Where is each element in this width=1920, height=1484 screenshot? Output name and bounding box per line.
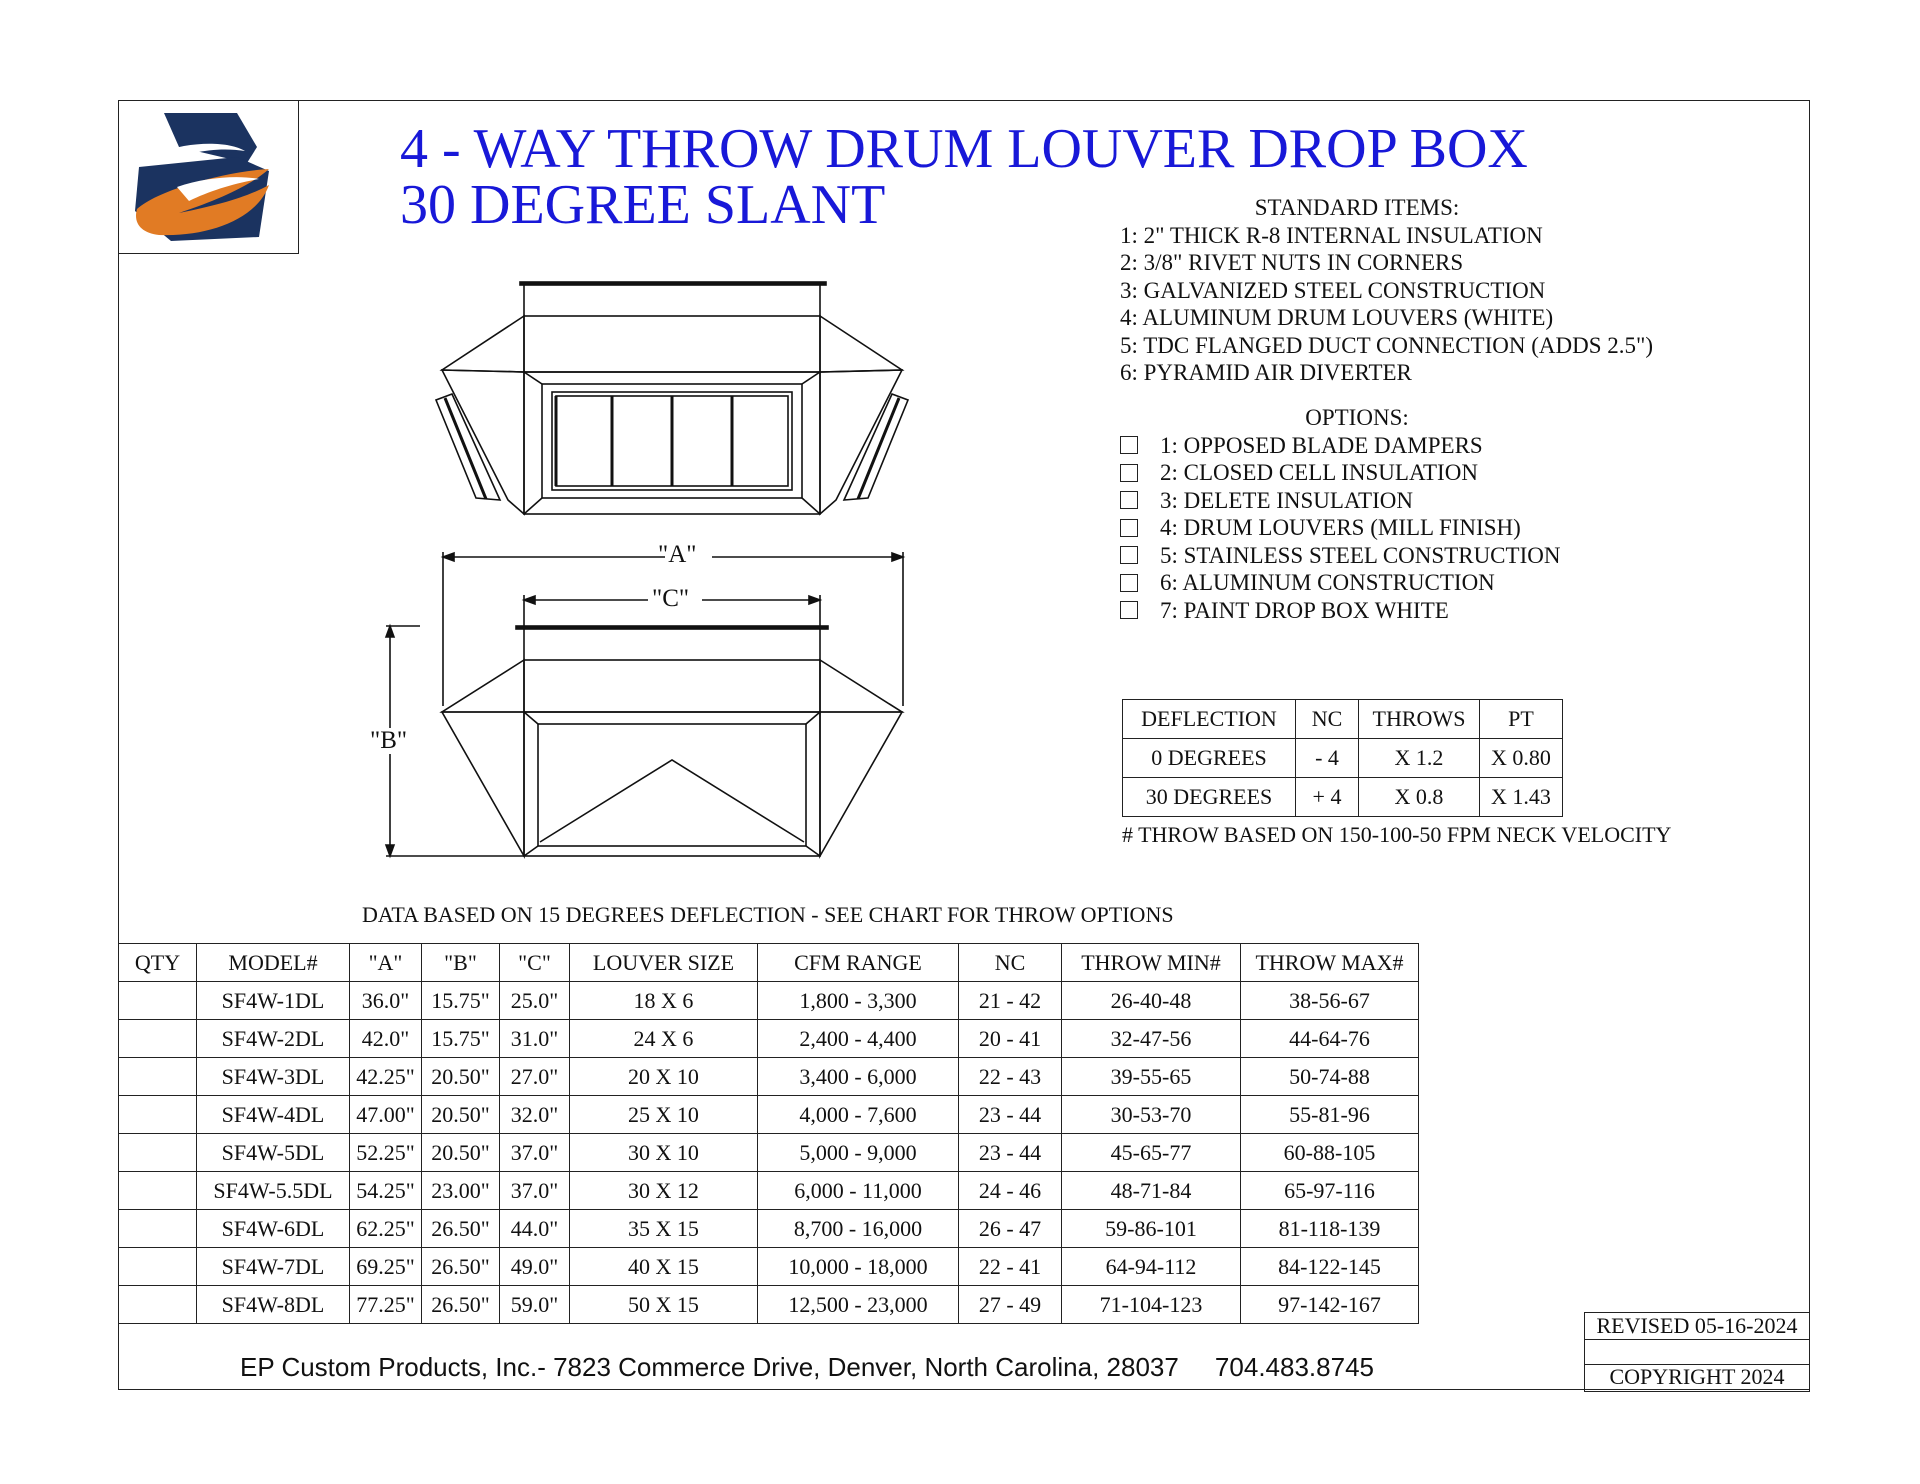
deflection-cell: X 1.2 <box>1359 739 1480 778</box>
table-cell: 24 - 46 <box>959 1172 1062 1210</box>
table-cell: 27 - 49 <box>959 1286 1062 1324</box>
table-cell: 50-74-88 <box>1241 1058 1419 1096</box>
deflection-cell: 0 DEGREES <box>1123 739 1296 778</box>
table-cell: 55-81-96 <box>1241 1096 1419 1134</box>
option-label: 1: OPPOSED BLADE DAMPERS <box>1160 432 1483 458</box>
standard-item: 4: ALUMINUM DRUM LOUVERS (WHITE) <box>1120 305 1554 330</box>
table-cell: 26.50" <box>422 1286 500 1324</box>
options-heading: OPTIONS: <box>1305 405 1409 430</box>
table-cell <box>119 1020 197 1058</box>
table-cell: 49.0" <box>500 1248 570 1286</box>
deflection-cell: X 1.43 <box>1480 778 1563 817</box>
table-row <box>119 1134 1419 1172</box>
revision-date: REVISED 05-16-2024 <box>1584 1312 1810 1340</box>
throw-note: # THROW BASED ON 150-100-50 FPM NECK VELOCITY <box>1122 822 1672 847</box>
table-cell: SF4W-7DL <box>197 1248 350 1286</box>
table-cell: 59-86-101 <box>1062 1210 1241 1248</box>
table-cell: 3,400 - 6,000 <box>758 1058 959 1096</box>
table-cell: 15.75" <box>422 982 500 1020</box>
dimension-b-label: "B" <box>370 727 408 754</box>
table-cell: 20.50" <box>422 1096 500 1134</box>
standard-item: 2: 3/8" RIVET NUTS IN CORNERS <box>1120 250 1464 275</box>
table-cell: 54.25" <box>350 1172 422 1210</box>
table-cell: 22 - 43 <box>959 1058 1062 1096</box>
table-cell: 8,700 - 16,000 <box>758 1210 959 1248</box>
table-cell <box>119 1058 197 1096</box>
table-cell: 35 X 15 <box>570 1210 758 1248</box>
model-header: "A" <box>350 944 422 982</box>
top-view-drawing <box>436 282 908 514</box>
model-header: NC <box>959 944 1062 982</box>
deflection-cell: X 0.8 <box>1359 778 1480 817</box>
table-row <box>119 1210 1419 1248</box>
table-cell <box>119 982 197 1020</box>
table-cell: 59.0" <box>500 1286 570 1324</box>
table-cell: 30 X 10 <box>570 1134 758 1172</box>
table-cell: SF4W-8DL <box>197 1286 350 1324</box>
table-cell: SF4W-1DL <box>197 982 350 1020</box>
dimension-c-label: "C" <box>652 585 690 612</box>
table-cell <box>119 1134 197 1172</box>
copyright: COPYRIGHT 2024 <box>1584 1364 1810 1392</box>
deflection-header: DEFLECTION <box>1123 700 1296 739</box>
table-row <box>119 1248 1419 1286</box>
table-cell: 97-142-167 <box>1241 1286 1419 1324</box>
table-cell: 52.25" <box>350 1134 422 1172</box>
model-header: QTY <box>119 944 197 982</box>
deflection-header: PT <box>1480 700 1563 739</box>
table-cell: 84-122-145 <box>1241 1248 1419 1286</box>
table-cell: 36.0" <box>350 982 422 1020</box>
table-cell: SF4W-5DL <box>197 1134 350 1172</box>
table-cell: 20.50" <box>422 1134 500 1172</box>
table-cell: 31.0" <box>500 1020 570 1058</box>
model-header: THROW MIN# <box>1062 944 1241 982</box>
table-cell <box>119 1096 197 1134</box>
model-header: THROW MAX# <box>1241 944 1419 982</box>
table-cell <box>119 1286 197 1324</box>
table-cell: SF4W-2DL <box>197 1020 350 1058</box>
table-cell: 30-53-70 <box>1062 1096 1241 1134</box>
table-cell: 21 - 42 <box>959 982 1062 1020</box>
model-header: "C" <box>500 944 570 982</box>
option-label: 5: STAINLESS STEEL CONSTRUCTION <box>1160 542 1561 568</box>
table-cell: 23.00" <box>422 1172 500 1210</box>
model-table <box>118 943 1419 1324</box>
table-cell: 15.75" <box>422 1020 500 1058</box>
table-cell: 25.0" <box>500 982 570 1020</box>
table-cell: 60-88-105 <box>1241 1134 1419 1172</box>
table-cell: 4,000 - 7,600 <box>758 1096 959 1134</box>
table-cell: 77.25" <box>350 1286 422 1324</box>
table-cell: 23 - 44 <box>959 1134 1062 1172</box>
option-label: 2: CLOSED CELL INSULATION <box>1160 460 1478 485</box>
option-label: 6: ALUMINUM CONSTRUCTION <box>1160 570 1495 595</box>
table-cell: 20 - 41 <box>959 1020 1062 1058</box>
table-cell: 26.50" <box>422 1210 500 1248</box>
table-cell: 26 - 47 <box>959 1210 1062 1248</box>
table-row <box>119 982 1419 1020</box>
table-cell <box>119 1172 197 1210</box>
table-cell: 37.0" <box>500 1172 570 1210</box>
data-note: DATA BASED ON 15 DEGREES DEFLECTION - SEE CHART FOR THROW OPTIONS <box>362 902 1174 927</box>
table-cell: 12,500 - 23,000 <box>758 1286 959 1324</box>
table-cell: 18 X 6 <box>570 982 758 1020</box>
table-cell: 62.25" <box>350 1210 422 1248</box>
standard-item: 3: GALVANIZED STEEL CONSTRUCTION <box>1120 277 1546 303</box>
model-header: MODEL# <box>197 944 350 982</box>
deflection-cell: 30 DEGREES <box>1123 778 1296 817</box>
table-cell: 65-97-116 <box>1241 1172 1419 1210</box>
table-cell: SF4W-6DL <box>197 1210 350 1248</box>
standard-item: 6: PYRAMID AIR DIVERTER <box>1120 360 1412 385</box>
footer-address: EP Custom Products, Inc.- 7823 Commerce Drive, Denver, North Carolina, 28037 704.483.8745 <box>240 1352 1374 1382</box>
table-cell: 37.0" <box>500 1134 570 1172</box>
table-cell <box>119 1248 197 1286</box>
table-cell: 10,000 - 18,000 <box>758 1248 959 1286</box>
table-cell: 42.0" <box>350 1020 422 1058</box>
table-cell: 24 X 6 <box>570 1020 758 1058</box>
table-cell: 30 X 12 <box>570 1172 758 1210</box>
table-cell: SF4W-4DL <box>197 1096 350 1134</box>
title-line-1: 4 - WAY THROW DRUM LOUVER DROP BOX <box>400 118 1528 180</box>
table-cell: 42.25" <box>350 1058 422 1096</box>
table-cell: 39-55-65 <box>1062 1058 1241 1096</box>
standard-item: 1: 2" THICK R-8 INTERNAL INSULATION <box>1120 222 1543 248</box>
table-cell: 25 X 10 <box>570 1096 758 1134</box>
option-label: 7: PAINT DROP BOX WHITE <box>1160 597 1449 623</box>
revision-block <box>1584 1312 1810 1390</box>
table-cell: 2,400 - 4,400 <box>758 1020 959 1058</box>
table-cell: SF4W-3DL <box>197 1058 350 1096</box>
table-cell: 48-71-84 <box>1062 1172 1241 1210</box>
table-row <box>119 1096 1419 1134</box>
table-cell: 45-65-77 <box>1062 1134 1241 1172</box>
table-cell <box>119 1210 197 1248</box>
table-cell: 6,000 - 11,000 <box>758 1172 959 1210</box>
standard-items-heading: STANDARD ITEMS: <box>1254 195 1460 220</box>
deflection-table <box>1122 699 1563 817</box>
revision-spacer <box>1584 1338 1810 1365</box>
table-cell: 69.25" <box>350 1248 422 1286</box>
table-cell: SF4W-5.5DL <box>197 1172 350 1210</box>
option-label: 4: DRUM LOUVERS (MILL FINISH) <box>1160 515 1521 540</box>
table-cell: 71-104-123 <box>1062 1286 1241 1324</box>
table-cell: 20.50" <box>422 1058 500 1096</box>
dimension-a-label: "A" <box>658 541 697 568</box>
table-cell: 26.50" <box>422 1248 500 1286</box>
table-cell: 38-56-67 <box>1241 982 1419 1020</box>
table-cell: 5,000 - 9,000 <box>758 1134 959 1172</box>
table-cell: 32-47-56 <box>1062 1020 1241 1058</box>
table-cell: 20 X 10 <box>570 1058 758 1096</box>
deflection-cell: - 4 <box>1296 739 1359 778</box>
title-line-2: 30 DEGREE SLANT <box>400 174 886 236</box>
standard-item: 5: TDC FLANGED DUCT CONNECTION (ADDS 2.5") <box>1120 332 1654 358</box>
table-cell: 32.0" <box>500 1096 570 1134</box>
table-cell: 1,800 - 3,300 <box>758 982 959 1020</box>
deflection-header: THROWS <box>1359 700 1480 739</box>
table-cell: 26-40-48 <box>1062 982 1241 1020</box>
model-header: CFM RANGE <box>758 944 959 982</box>
side-view-drawing <box>386 552 903 856</box>
table-cell: 27.0" <box>500 1058 570 1096</box>
table-row <box>119 1286 1419 1324</box>
table-cell: 81-118-139 <box>1241 1210 1419 1248</box>
model-header: LOUVER SIZE <box>570 944 758 982</box>
table-cell: 64-94-112 <box>1062 1248 1241 1286</box>
option-label: 3: DELETE INSULATION <box>1160 487 1413 513</box>
model-header: "B" <box>422 944 500 982</box>
table-cell: 44.0" <box>500 1210 570 1248</box>
deflection-cell: + 4 <box>1296 778 1359 817</box>
deflection-header: NC <box>1296 700 1359 739</box>
table-row <box>119 1172 1419 1210</box>
table-cell: 22 - 41 <box>959 1248 1062 1286</box>
table-cell: 40 X 15 <box>570 1248 758 1286</box>
table-row <box>119 1058 1419 1096</box>
table-cell: 50 X 15 <box>570 1286 758 1324</box>
deflection-cell: X 0.80 <box>1480 739 1563 778</box>
table-cell: 23 - 44 <box>959 1096 1062 1134</box>
table-row <box>119 1020 1419 1058</box>
table-cell: 44-64-76 <box>1241 1020 1419 1058</box>
table-cell: 47.00" <box>350 1096 422 1134</box>
